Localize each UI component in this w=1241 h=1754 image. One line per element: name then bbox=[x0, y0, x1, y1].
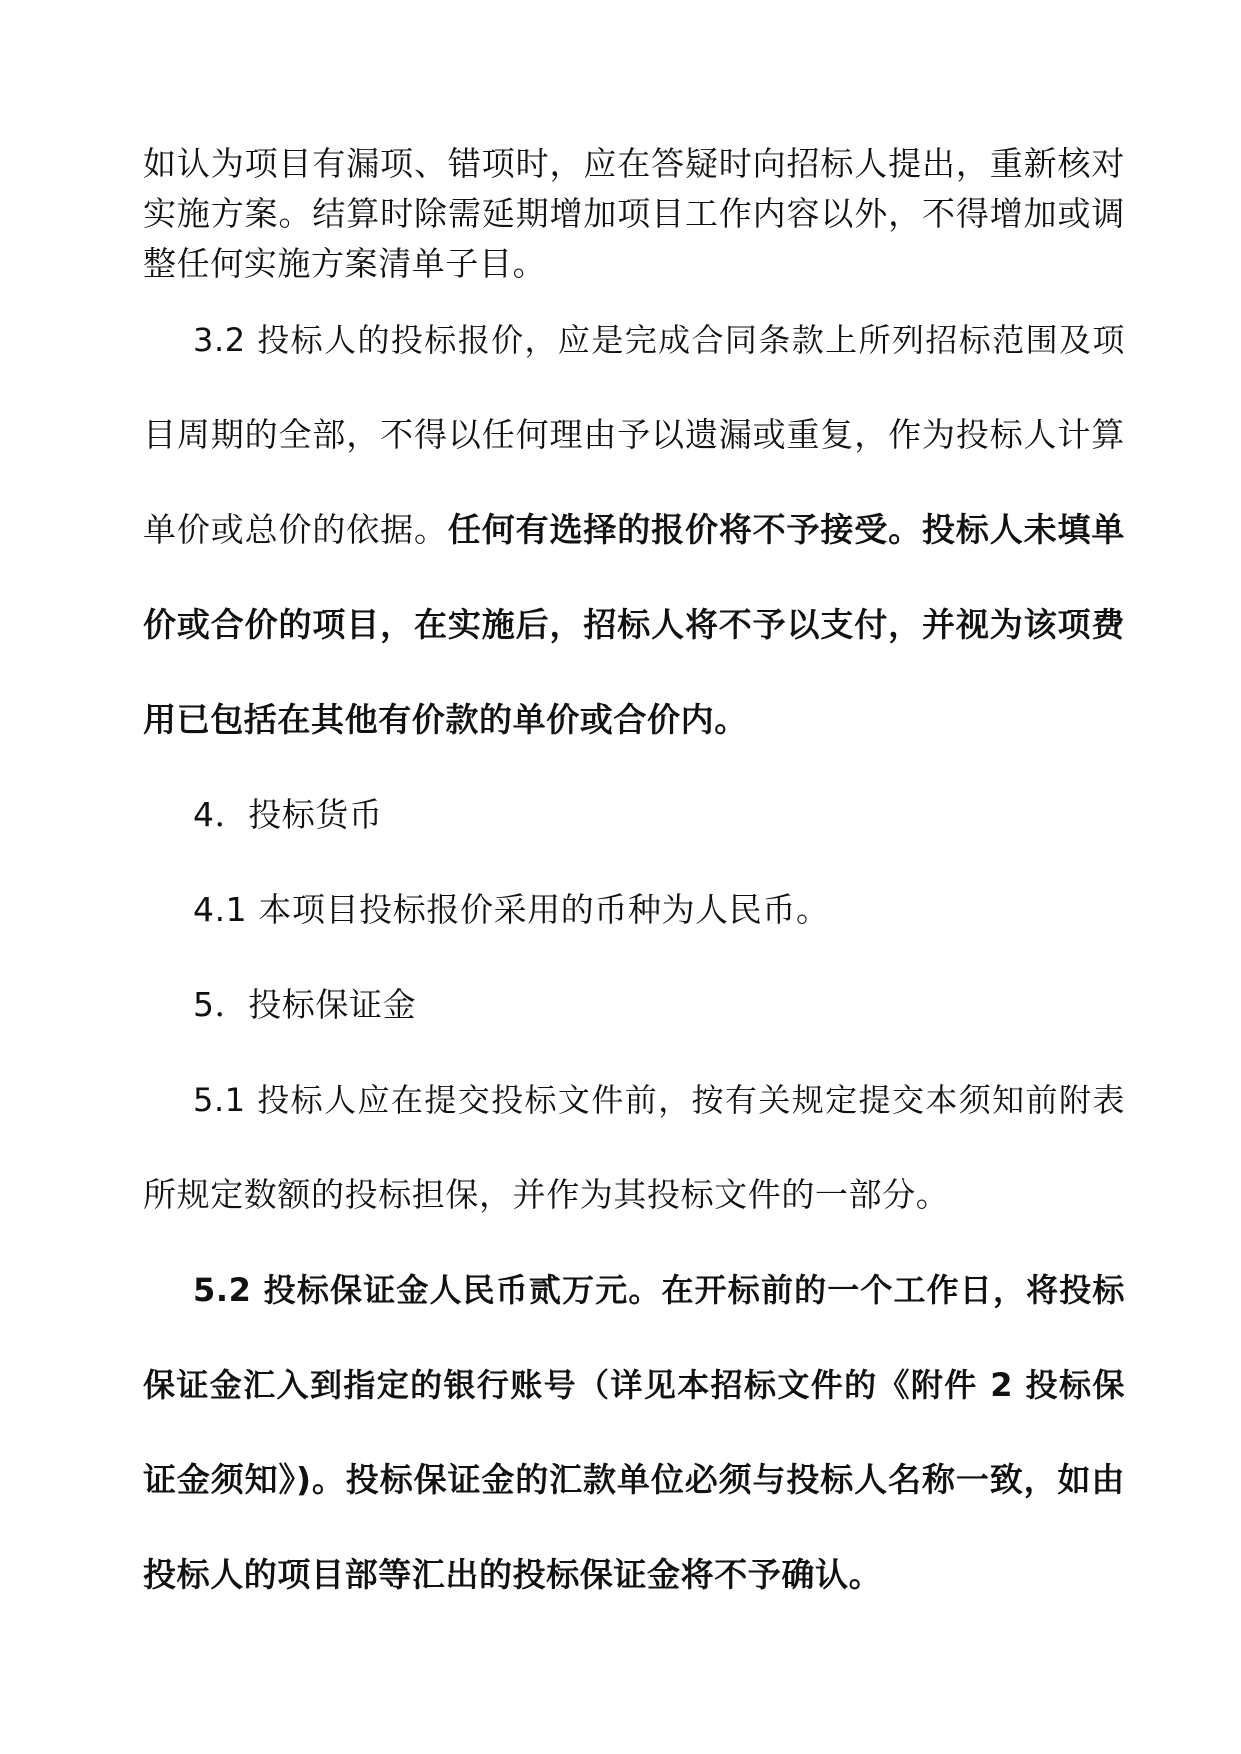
bold-text-line: 用已包括在其他有价款的单价或合价内。 bbox=[143, 700, 748, 739]
text-run: 单价或总价的依据。 bbox=[143, 510, 448, 549]
text-line: 实施方案。结算时除需延期增加项目工作内容以外，不得增加或调 bbox=[143, 194, 1125, 233]
text-line: 如认为项目有漏项、错项时，应在答疑时向招标人提出，重新核对 bbox=[143, 144, 1125, 183]
bold-text-run: 任何有选择的报价将不予接受。投标人未填单 bbox=[447, 510, 1125, 549]
clause-5-1: 5.1 投标人应在提交投标文件前，按有关规定提交本须知前附表 bbox=[193, 1081, 1125, 1119]
clause-3-2: 3.2 投标人的投标报价，应是完成合同条款上所列招标范围及项 bbox=[193, 321, 1125, 359]
clause-4-1: 4.1 本项目投标报价采用的币种为人民币。 bbox=[193, 890, 830, 929]
text-line-mixed bbox=[143, 508, 1125, 552]
section-heading-4: 4．投标货币 bbox=[193, 795, 383, 834]
text-line: 目周期的全部，不得以任何理由予以遗漏或重复，作为投标人计算 bbox=[143, 415, 1125, 454]
bold-text-line: 保证金汇入到指定的银行账号（详见本招标文件的《附件 2 投标保 bbox=[143, 1366, 1125, 1404]
text-line: 整任何实施方案清单子目。 bbox=[143, 244, 547, 283]
bold-text-line: 价或合价的项目，在实施后，招标人将不予以支付，并视为该项费 bbox=[143, 605, 1125, 644]
bold-text-line: 投标人的项目部等汇出的投标保证金将不予确认。 bbox=[143, 1555, 883, 1594]
section-heading-5: 5．投标保证金 bbox=[193, 985, 417, 1024]
bold-text-line: 证金须知》)。投标保证金的汇款单位必须与投标人名称一致，如由 bbox=[143, 1460, 1125, 1499]
text-line: 所规定数额的投标担保，并作为其投标文件的一部分。 bbox=[143, 1175, 950, 1214]
clause-5-2: 5.2 投标保证金人民币贰万元。在开标前的一个工作日，将投标 bbox=[193, 1271, 1125, 1309]
